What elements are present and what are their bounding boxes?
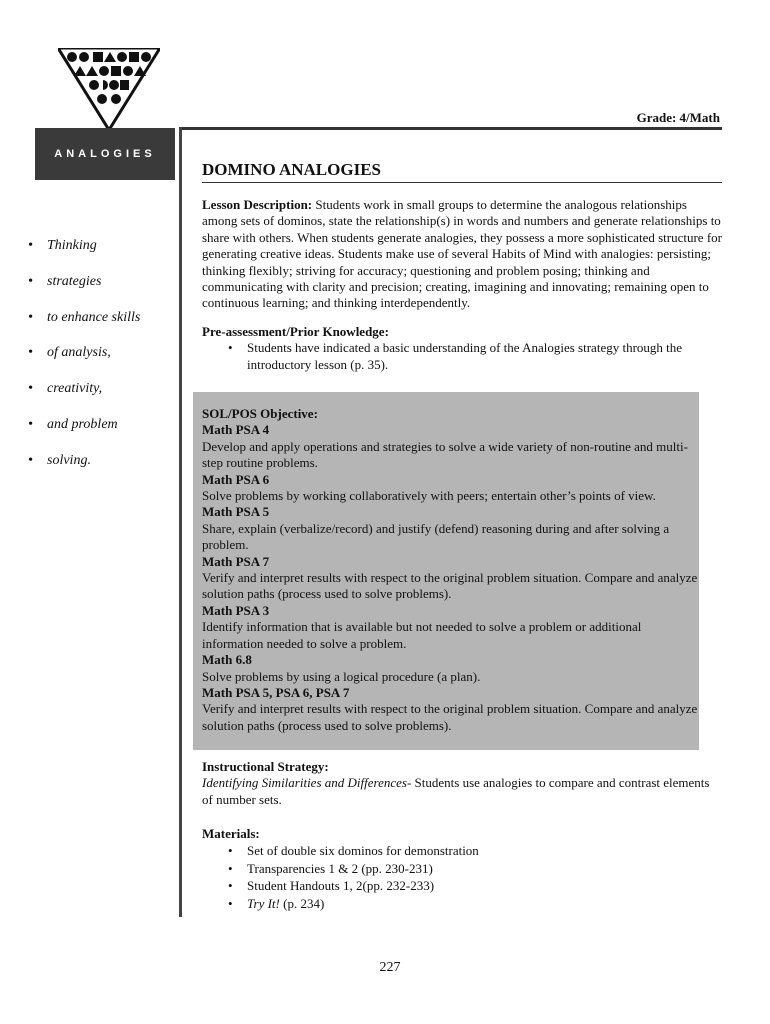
- objective-label: Math PSA 6: [202, 471, 270, 487]
- prior-knowledge-label: Pre-assessment/Prior Knowledge:: [202, 323, 389, 339]
- lesson-description: [202, 197, 722, 312]
- materials-label: Materials:: [202, 826, 260, 841]
- strategy-name: Identifying Similarities and Differences: [202, 775, 407, 791]
- sidebar-line: • solving.: [47, 451, 140, 487]
- sidebar-line: • Thinking: [47, 236, 140, 272]
- sidebar-divider: [179, 127, 182, 917]
- objective-label: Math PSA 7: [202, 553, 270, 569]
- materials-item: [247, 895, 722, 912]
- objectives-box: [193, 392, 699, 750]
- objective-label: Math PSA 4: [202, 422, 270, 438]
- objective-label: Math 6.8: [202, 652, 252, 668]
- objective-label: Math PSA 3: [202, 602, 270, 618]
- prior-knowledge: [202, 324, 722, 373]
- sidebar-line: • creativity,: [47, 379, 140, 415]
- prior-knowledge-item: • Students have indicated a basic understanding of the Analogies strategy through the introductory lesson (p. 35).: [247, 340, 722, 373]
- header-rule: [180, 127, 722, 130]
- materials-item-title: Try It!: [247, 895, 280, 911]
- materials-item: • Transparencies 1 & 2 (pp. 230-231): [247, 860, 722, 877]
- grade-label: Grade: 4/Math: [636, 110, 720, 125]
- objective-text: Share, explain (verbalize/record) and justify (defend) reasoning during and after solving a problem.: [202, 520, 670, 553]
- objective-text: Solve problems by working collaboratively with peers; entertain other’s points of view.: [202, 488, 656, 504]
- materials-item: • Set of double six dominos for demonstration: [247, 842, 722, 859]
- objective-text: Verify and interpret results with respect to the original problem situation. Compare and analyze solution paths (process used to solve problems).: [202, 570, 698, 602]
- page-number: 227: [379, 960, 401, 975]
- objective-text: Identify information that is available but not needed to solve a problem or additional information needed to solve a problem.: [202, 619, 642, 651]
- objective-label: Math PSA 5, PSA 6, PSA 7: [202, 684, 350, 700]
- description-label: Lesson Description:: [202, 197, 313, 212]
- materials-section: [202, 825, 722, 912]
- materials-item-page: (p. 234): [279, 895, 325, 911]
- sidebar-line: • of analysis,: [47, 343, 140, 379]
- objective-text: Verify and interpret results with respect to the original problem situation. Compare and analyze solution paths (process used to solve problems).: [202, 701, 698, 733]
- sidebar-line: • to enhance skills: [47, 308, 140, 344]
- sidebar-line: • and problem: [47, 415, 140, 451]
- instructional-strategy: [202, 759, 722, 808]
- sidebar-tagline: [47, 236, 140, 487]
- strategy-description: - Students use analogies to compare and contrast elements of number sets.: [202, 775, 710, 807]
- materials-item: • Student Handouts 1, 2(pp. 232-233): [247, 877, 722, 894]
- analogies-banner: ANALOGIES: [35, 128, 175, 180]
- analogies-logo: [58, 48, 160, 130]
- sidebar-line: • strategies: [47, 272, 140, 308]
- strategy-text: [202, 775, 722, 808]
- objective-label: Math PSA 5: [202, 504, 270, 520]
- objectives-heading: SOL/POS Objective:: [202, 406, 318, 421]
- lesson-title: DOMINO ANALOGIES: [202, 160, 722, 183]
- objective-text: Solve problems by using a logical procedure (a plan).: [202, 668, 481, 684]
- strategy-label: Instructional Strategy:: [202, 759, 329, 774]
- objective-text: Develop and apply operations and strategies to solve a wide variety of non-routine and multi-step routine problems.: [202, 438, 688, 471]
- lesson-main: [202, 160, 722, 373]
- description-text: Students work in small groups to determine the analogous relationships among sets of dominos, state the relationship(s) in words and numbers and generate relationships to share with others. When students generate analogies, they possess a more sophisticated structure for generating creative ideas. Students make use of several Habits of Mind with analogies: persisting; thinking flexibly; striving for accuracy; questioning and problem posing; thinking and communicating with clarity and precision; creating, imagining and innovating; remaining open to continuous learning; and thinking interdependently.: [202, 197, 722, 311]
